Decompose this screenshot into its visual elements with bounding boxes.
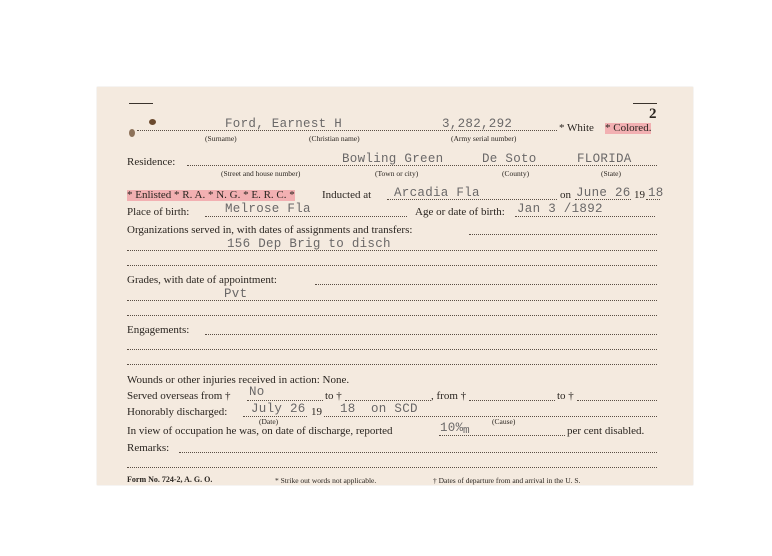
- to-label-2: to †: [557, 390, 574, 402]
- orgs-line-1: [127, 250, 657, 251]
- state-caption: (State): [601, 169, 621, 178]
- wounds-label: Wounds or other injuries received in action: None.: [127, 374, 350, 386]
- footnote-strike: * Strike out words not applicable.: [275, 476, 377, 485]
- overseas-from-line: [247, 400, 323, 401]
- engagements-line-1: [127, 349, 657, 350]
- grades-line-2: [127, 315, 657, 316]
- orgs-line-2: [127, 265, 657, 266]
- engagements-line-0: [205, 334, 657, 335]
- overseas-value: No: [249, 385, 265, 399]
- town-value: Bowling Green: [342, 152, 444, 166]
- to-label: to †: [325, 390, 342, 402]
- discharged-label: Honorably discharged:: [127, 406, 228, 418]
- corner-mark-right: [633, 103, 657, 104]
- orgs-label: Organizations served in, with dates of assignments and transfers:: [127, 224, 413, 236]
- disabled-label: per cent disabled.: [567, 425, 645, 437]
- remarks-line-1: [127, 467, 657, 468]
- christian-caption: (Christian name): [309, 134, 360, 143]
- discharge-cause-value: on SCD: [371, 402, 418, 416]
- from-label: , from †: [431, 390, 467, 402]
- percent-value: 10%: [440, 421, 464, 435]
- remarks-line-0: [179, 452, 657, 453]
- discharge-year-line: [324, 416, 657, 417]
- date-caption: (Date): [259, 417, 279, 426]
- service-record-card: [97, 87, 693, 485]
- orgs-line-0: [469, 234, 657, 235]
- percent-line: [439, 435, 565, 436]
- corner-mark-left: [129, 103, 153, 104]
- overseas-label: Served overseas from †: [127, 390, 231, 402]
- stain-mark: [149, 119, 156, 125]
- white-label: * White: [559, 122, 594, 134]
- engagements-label: Engagements:: [127, 324, 190, 336]
- inducted-value: Arcadia Fla: [394, 186, 480, 200]
- residence-label: Residence:: [127, 156, 176, 168]
- overseas-to2-line: [577, 400, 657, 401]
- percent-suffix: m: [463, 425, 470, 437]
- induct-date-value: June 26: [576, 186, 631, 200]
- grades-label: Grades, with date of appointment:: [127, 274, 277, 286]
- serial-value: 3,282,292: [442, 117, 513, 131]
- age-line: [515, 216, 655, 217]
- colored-label: * Colored.: [605, 122, 652, 134]
- year-prefix: 19: [634, 189, 645, 201]
- grades-line-0: [315, 284, 657, 285]
- birthplace-line: [205, 216, 407, 217]
- remarks-label: Remarks:: [127, 442, 170, 454]
- orgs-value: 156 Dep Brig to disch: [227, 237, 391, 251]
- page-number: 2: [649, 106, 657, 122]
- grades-line-1: [127, 300, 657, 301]
- on-label: on: [560, 189, 571, 201]
- county-caption: (County): [502, 169, 530, 178]
- age-label: Age or date of birth:: [415, 206, 505, 218]
- discharge-date-value: July 26: [251, 402, 306, 416]
- discharge-year-value: 18: [340, 402, 356, 416]
- enlisted-label: * Enlisted * R. A. * N. G. * E. R. C. *: [127, 189, 295, 201]
- inducted-label: Inducted at: [322, 189, 372, 201]
- induct-year-value: 18: [648, 186, 664, 200]
- stain-mark: [129, 129, 135, 137]
- birth-value: Jan 3 /1892: [517, 202, 603, 216]
- grades-value: Pvt: [224, 287, 248, 301]
- engagements-line-2: [127, 364, 657, 365]
- form-number: Form No. 724-2, A. G. O.: [127, 475, 213, 484]
- occupation-label: In view of occupation he was, on date of discharge, reported: [127, 425, 393, 437]
- surname-caption: (Surname): [205, 134, 237, 143]
- overseas-to-line: [345, 400, 431, 401]
- state-value: FLORIDA: [577, 152, 632, 166]
- street-caption: (Street and house number): [221, 169, 301, 178]
- birthplace-value: Melrose Fla: [225, 202, 311, 216]
- birthplace-label: Place of birth:: [127, 206, 190, 218]
- cause-caption: (Cause): [492, 417, 516, 426]
- overseas-from2-line: [469, 400, 555, 401]
- town-caption: (Town or city): [375, 169, 419, 178]
- county-value: De Soto: [482, 152, 537, 166]
- discharge-year-prefix: 19: [311, 406, 322, 418]
- serial-caption: (Army serial number): [451, 134, 517, 143]
- footnote-dates: † Dates of departure from and arrival in the U. S.: [433, 476, 581, 485]
- name-value: Ford, Earnest H: [225, 117, 343, 131]
